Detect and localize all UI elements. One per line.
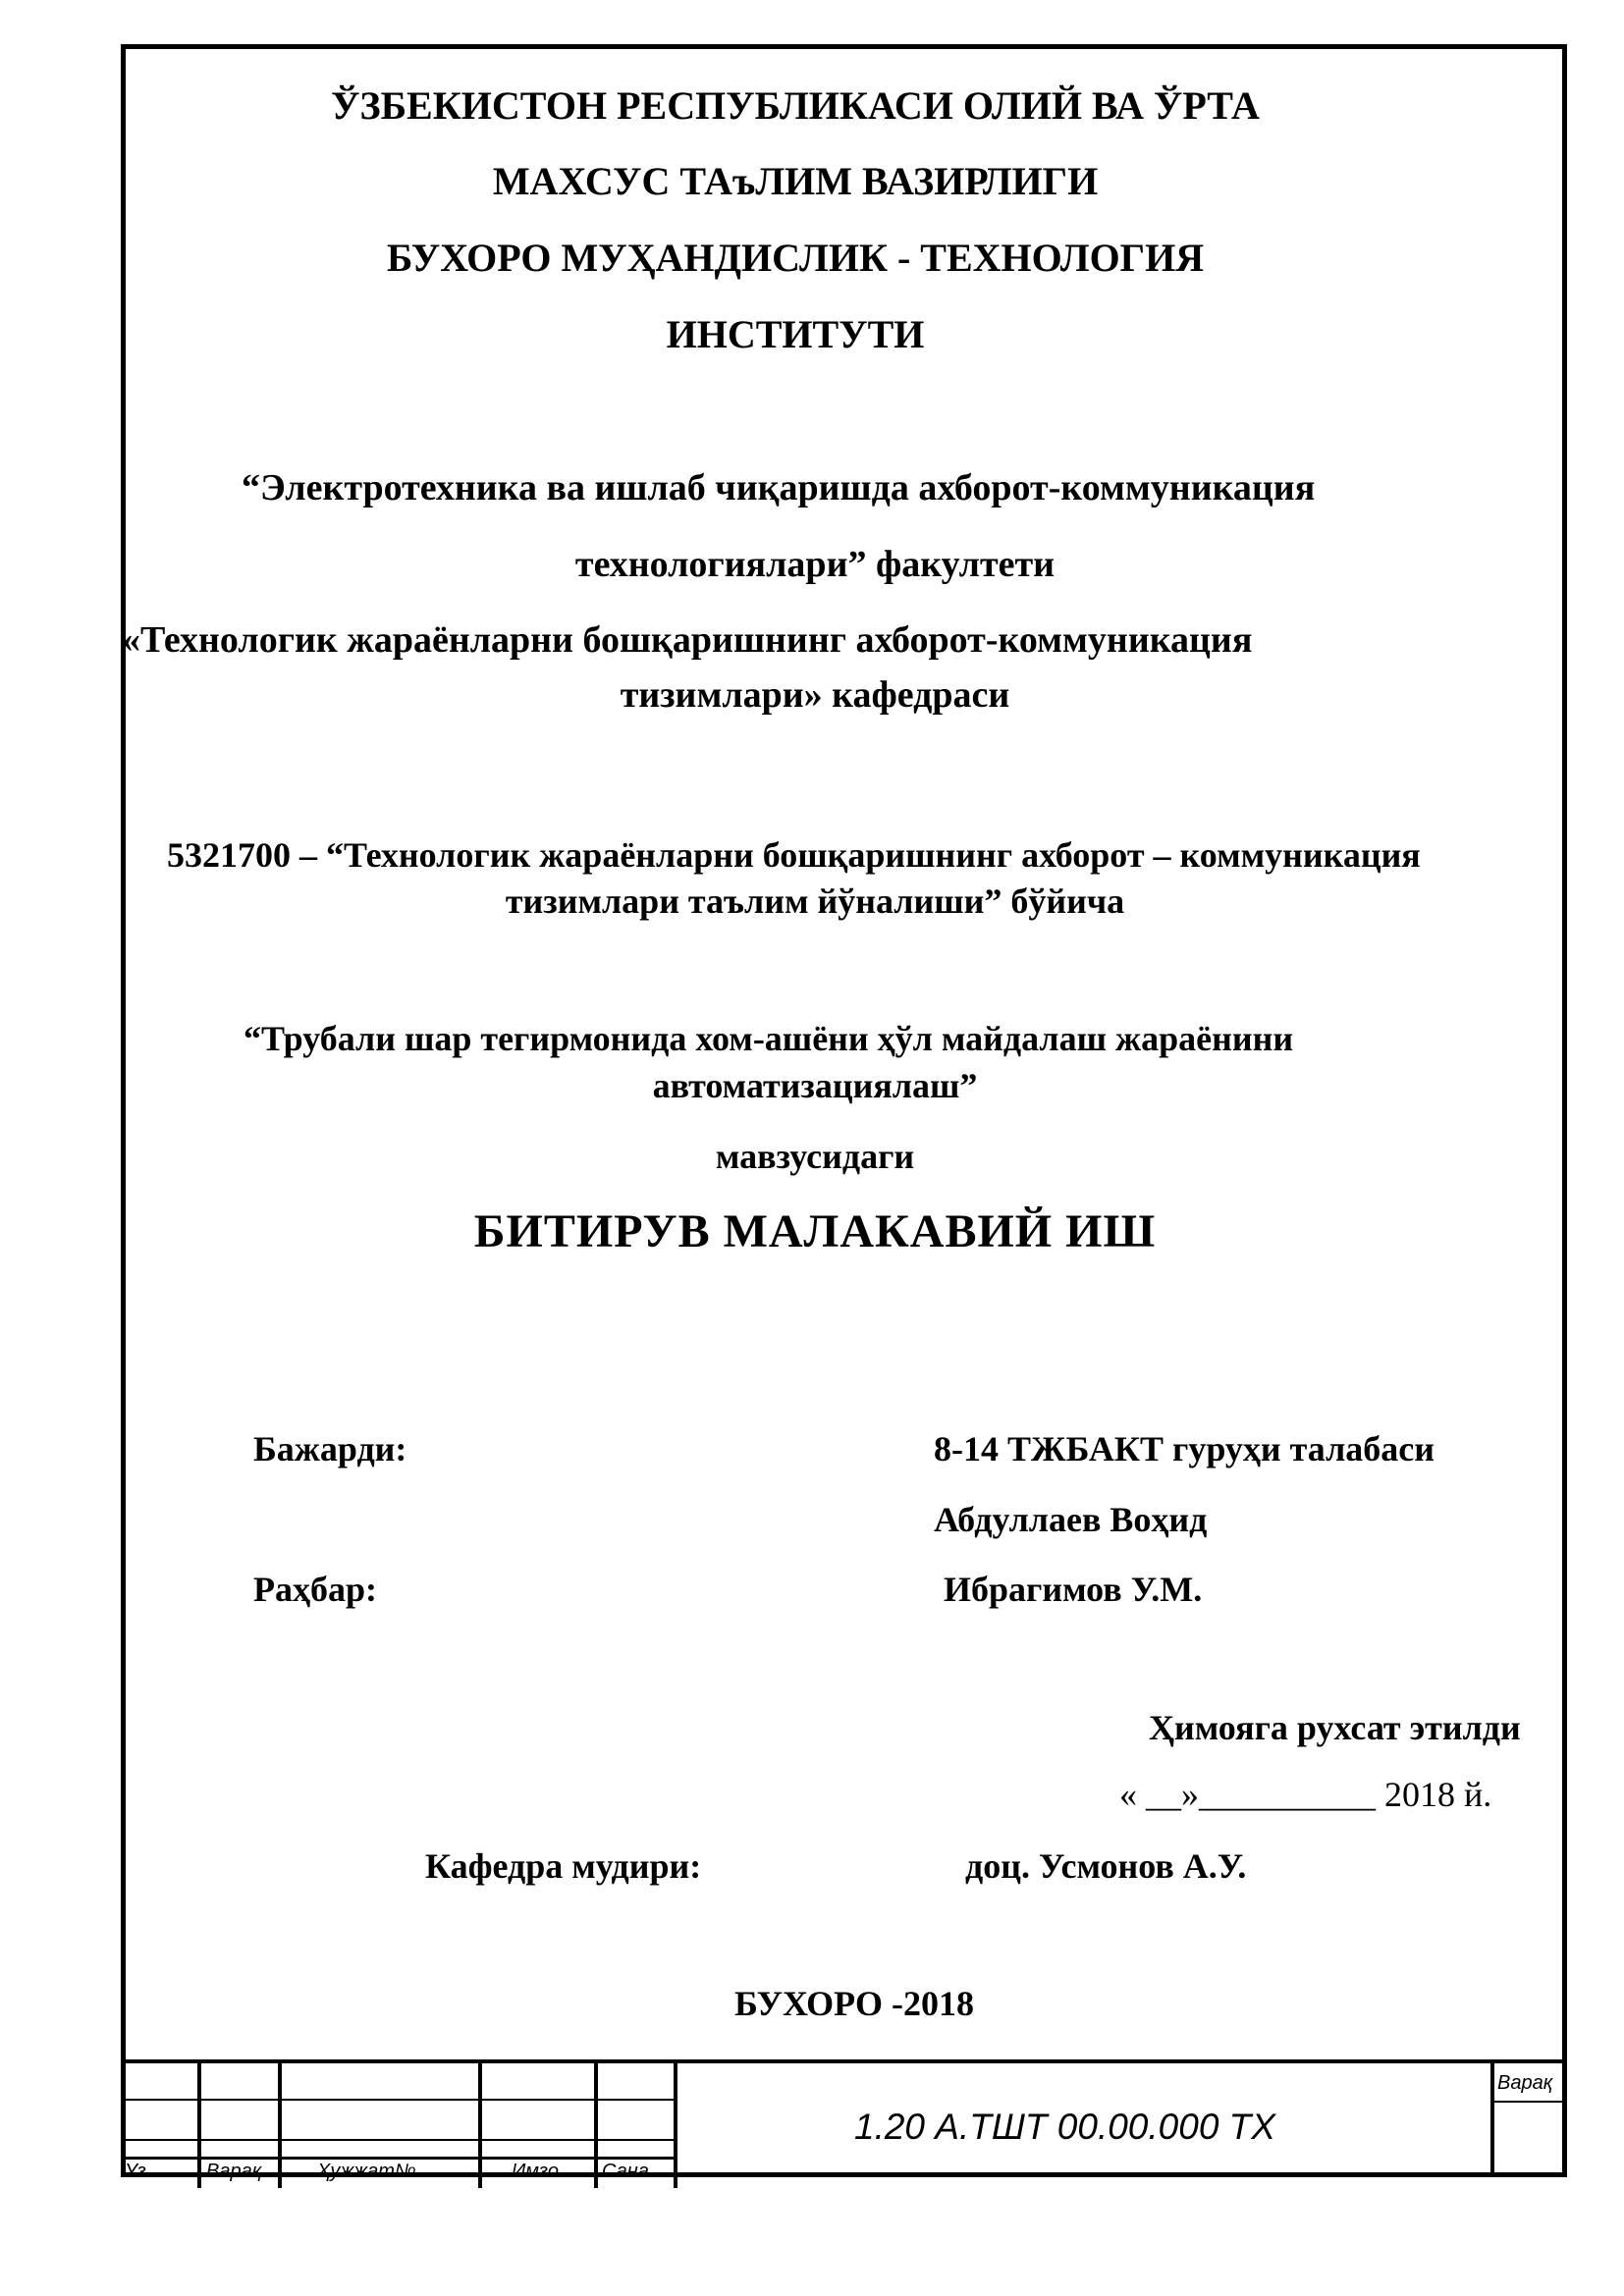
department-head-label: Кафедра мудири: xyxy=(425,1846,702,1886)
stamp-tick xyxy=(278,2173,282,2188)
ministry-line-1: ЎЗБЕКИСТОН РЕСПУБЛИКАСИ ОЛИЙ ВА ЎРТА xyxy=(331,83,1260,128)
faculty-line-1: “Электротехника ва ишлаб чиқаришда ахборот-коммуникация xyxy=(242,467,1316,508)
department-line-2: тизимлари» кафедраси xyxy=(620,674,1010,716)
work-title: БИТИРУВ МАЛАКАВИЙ ИШ xyxy=(473,1205,1157,1257)
stamp-col-line xyxy=(594,2059,598,2187)
stamp-top-line xyxy=(121,2059,1567,2063)
stamp-tick xyxy=(197,2173,201,2188)
stamp-col-line xyxy=(478,2059,482,2187)
supervisor-label: Раҳбар: xyxy=(253,1570,377,1609)
stamp-col-line xyxy=(278,2059,282,2187)
stamp-col-line xyxy=(197,2059,201,2187)
stamp-row-line xyxy=(121,2139,674,2141)
stamp-sheet-label: Варақ xyxy=(1497,2072,1553,2094)
group-label: 8-14 ТЖБАКТ гуруҳи талабаси xyxy=(934,1429,1435,1468)
stamp-row-line xyxy=(121,2157,674,2160)
stamp-tick xyxy=(478,2173,482,2188)
ministry-line-2: МАХСУС ТАъЛИМ ВАЗИРЛИГИ xyxy=(492,159,1099,203)
stamp-row-line xyxy=(121,2099,674,2101)
supervisor-name: Ибрагимов У.М. xyxy=(944,1570,1203,1609)
stamp-tick xyxy=(594,2173,598,2188)
page-frame xyxy=(121,44,1567,2177)
stamp-col-line xyxy=(674,2059,677,2187)
title-block xyxy=(121,2059,1567,2182)
stamp-col-change: Уз.. xyxy=(125,2161,157,2182)
stamp-col-doc: Ҳужжат№ xyxy=(317,2161,416,2182)
document-code: 1.20 А.ТШТ 00.00.000 ТХ xyxy=(854,2107,1275,2147)
stamp-sheet-divider xyxy=(1490,2059,1494,2177)
topic-line-1: “Трубали шар тегирмонида хом-ашёни ҳўл майдалаш жараёнини xyxy=(244,1019,1294,1058)
stamp-col-sign: Имзо xyxy=(512,2161,559,2182)
department-line-1: «Технологик жараёнларни бошқаришнинг ахборот-коммуникация xyxy=(122,619,1253,661)
topic-line-3: мавзусидаги xyxy=(715,1137,915,1176)
institute-line-2: ИНСТИТУТИ xyxy=(666,312,925,356)
student-name: Абдуллаев Воҳид xyxy=(934,1500,1208,1539)
approval-date-line: « __»__________ 2018 й. xyxy=(1119,1775,1492,1814)
direction-line-1: 5321700 – “Технологик жараёнларни бошқаришнинг ахборот – коммуникация xyxy=(167,835,1421,875)
done-label: Бажарди: xyxy=(253,1429,407,1468)
stamp-sheet-row xyxy=(1490,2101,1567,2103)
stamp-col-sheet: Варақ xyxy=(206,2161,262,2182)
department-head-name: доц. Усмонов А.У. xyxy=(965,1846,1247,1886)
topic-line-2: автоматизациялаш” xyxy=(652,1066,978,1105)
institute-line-1: БУХОРО МУҲАНДИСЛИК - ТЕХНОЛОГИЯ xyxy=(386,236,1205,280)
faculty-line-2: технологиялари” факултети xyxy=(574,544,1056,585)
stamp-tick xyxy=(674,2173,677,2188)
approval-title: Ҳимояга рухсат этилди xyxy=(1149,1708,1521,1747)
direction-line-2: тизимлари таълим йўналиши” бўйича xyxy=(505,881,1125,921)
stamp-col-date: Сана xyxy=(602,2161,649,2182)
city-year: БУХОРО -2018 xyxy=(734,1984,974,2023)
